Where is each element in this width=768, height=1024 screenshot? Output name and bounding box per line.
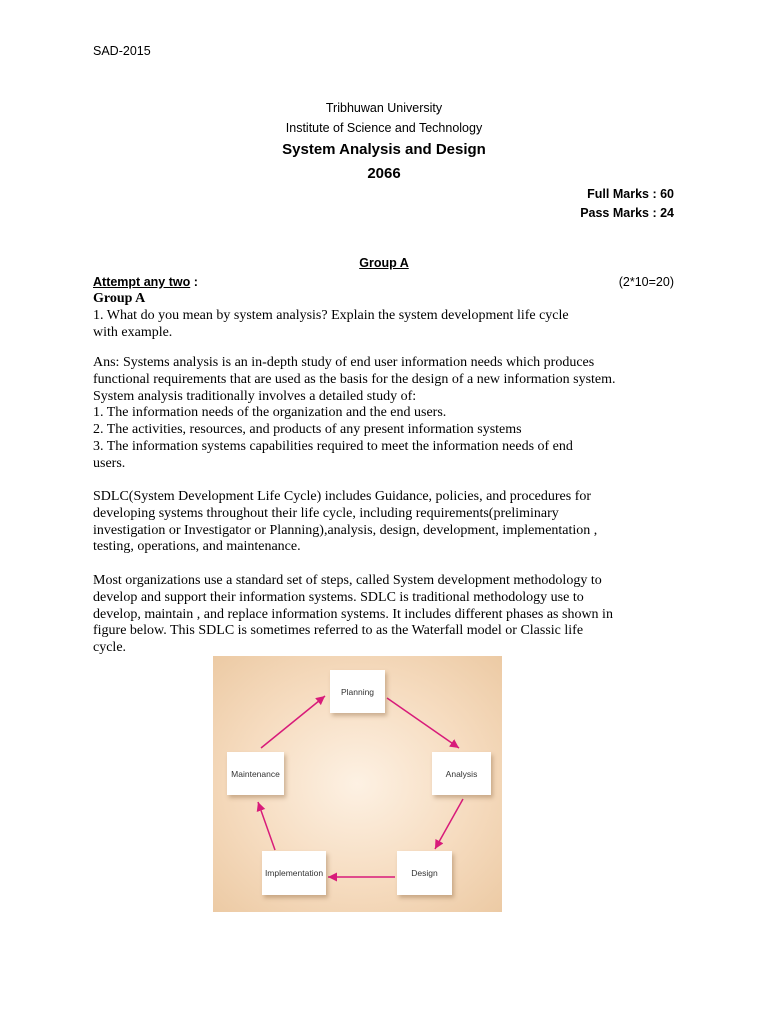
answer-line: 1. The information needs of the organization and the end users. <box>93 405 447 421</box>
marks-scheme: (2*10=20) <box>618 275 674 289</box>
answer-line: cycle. <box>93 640 127 656</box>
arrow-implementation-to-maintenance <box>258 802 275 850</box>
arrow-maintenance-to-planning <box>261 696 325 748</box>
question-line: with example. <box>93 324 173 340</box>
answer-line: develop, maintain , and replace information systems. It includes different phases as shown in <box>93 606 613 622</box>
sdlc-paragraph <box>93 489 683 556</box>
node-implementation: Implementation <box>262 851 326 895</box>
instruction <box>93 275 198 289</box>
pass-marks: Pass Marks : 24 <box>580 206 674 220</box>
group-heading: Group A <box>359 256 409 270</box>
answer-line: SDLC(System Development Life Cycle) includes Guidance, policies, and procedures for <box>93 489 592 504</box>
answer-line: functional requirements that are used as the basis for the design of a new information system. <box>93 371 616 387</box>
institute-name: Institute of Science and Technology <box>285 121 483 135</box>
question-line: 1. What do you mean by system analysis? Explain the system development life cycle <box>93 308 569 323</box>
node-maintenance: Maintenance <box>227 752 284 795</box>
answer-line: System analysis traditionally involves a detailed study of: <box>93 388 417 404</box>
answer-paragraph <box>93 355 683 473</box>
node-planning: Planning <box>330 670 385 713</box>
document-code: SAD-2015 <box>93 44 151 58</box>
answer-line: testing, operations, and maintenance. <box>93 539 301 555</box>
sdlc-diagram <box>213 656 502 912</box>
answer-line: investigation or Investigator or Planning),analysis, design, development, implementation , <box>93 522 598 538</box>
university-name: Tribhuwan University <box>325 101 443 115</box>
instruction-text: Attempt any two <box>93 275 191 289</box>
question-block <box>93 308 683 342</box>
answer-line: Most organizations use a standard set of steps, called System development methodology to <box>93 573 602 588</box>
arrow-planning-to-analysis <box>387 698 459 748</box>
node-analysis: Analysis <box>432 752 491 795</box>
full-marks: Full Marks : 60 <box>587 187 674 201</box>
answer-line: 3. The information systems capabilities required to meet the information needs of end <box>93 438 573 454</box>
node-design: Design <box>397 851 452 895</box>
subject-title: System Analysis and Design <box>282 141 486 158</box>
answer-line: figure below. This SDLC is sometimes referred to as the Waterfall model or Classic life <box>93 623 584 639</box>
instruction-suffix: : <box>190 275 198 289</box>
answer-line: develop and support their information systems. SDLC is traditional methodology use to <box>93 589 584 605</box>
answer-line: 2. The activities, resources, and products of any present information systems <box>93 422 522 438</box>
arrow-analysis-to-design <box>435 799 463 849</box>
answer-line: Ans: Systems analysis is an in-depth study of end user information needs which produces <box>93 355 595 370</box>
section-label: Group A <box>93 291 146 306</box>
exam-year: 2066 <box>367 165 401 182</box>
answer-line: developing systems throughout their life cycle, including requirements(preliminary <box>93 505 559 521</box>
methodology-paragraph <box>93 573 683 657</box>
answer-line: users. <box>93 455 126 471</box>
